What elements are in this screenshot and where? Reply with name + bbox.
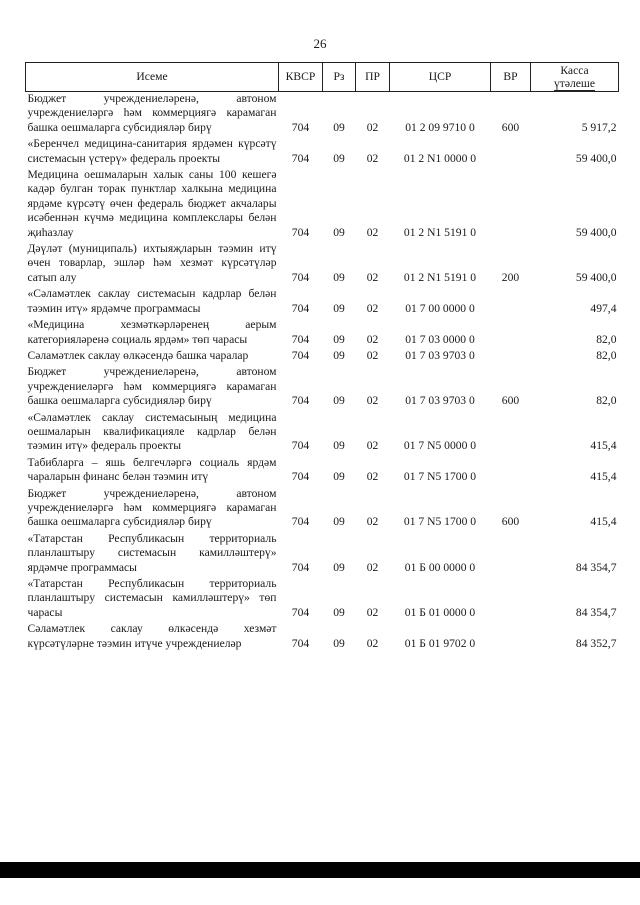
row-pr: 02 [366, 225, 379, 239]
budget-table [25, 62, 619, 653]
table-row [26, 137, 619, 168]
row-amount: 84 352,7 [575, 636, 617, 650]
header-name: Исеме [26, 63, 279, 92]
row-kvsr: 704 [291, 348, 310, 362]
row-rz: 09 [333, 394, 345, 408]
row-pr: 02 [366, 348, 379, 362]
row-rz: 09 [333, 605, 345, 619]
header-kassa [531, 63, 619, 92]
row-amount: 82,0 [596, 348, 617, 362]
row-amount: 82,0 [596, 332, 617, 346]
row-pr: 02 [366, 560, 379, 574]
row-kvsr: 704 [291, 151, 310, 165]
row-rz: 09 [333, 225, 345, 239]
row-vr [491, 137, 531, 168]
row-name: Табибларга – яшь белгечләргә социаль ярдәм чараларын финанс белән тәэмин итү [27, 455, 277, 484]
header-kassa-line1: Касса [560, 64, 589, 77]
row-kvsr: 704 [291, 225, 310, 239]
row-vr [491, 456, 531, 487]
table-row [26, 577, 619, 622]
row-kvsr: 704 [291, 394, 310, 408]
header-kassa-line2: үтәлеше [553, 77, 595, 90]
row-pr: 02 [366, 515, 379, 529]
row-vr: 600 [501, 394, 520, 408]
row-pr: 02 [366, 270, 379, 284]
row-csr: 01 Б 00 0000 0 [404, 560, 476, 574]
row-csr: 01 7 03 9703 0 [405, 394, 475, 408]
row-vr: 600 [501, 515, 520, 529]
row-csr: 01 7 N5 1700 0 [403, 470, 477, 484]
row-kvsr: 704 [291, 560, 310, 574]
row-rz: 09 [333, 515, 345, 529]
row-csr: 01 7 N5 1700 0 [403, 515, 477, 529]
row-kvsr: 704 [291, 270, 310, 284]
table-body [26, 92, 619, 654]
row-name: «Медицина хезмәткәрләренең аерым категорияләренә социаль ярдәм» төп чарасы [27, 318, 277, 346]
row-vr: 600 [501, 120, 520, 134]
row-kvsr: 704 [291, 605, 310, 619]
scan-edge-bar [0, 862, 640, 878]
row-amount: 497,4 [590, 301, 617, 315]
row-amount: 59 400,0 [575, 270, 617, 284]
table-row [26, 532, 619, 577]
table-header-row [26, 63, 619, 92]
table-row [26, 456, 619, 487]
row-amount: 5 917,2 [581, 120, 617, 134]
row-pr: 02 [366, 332, 379, 346]
row-rz: 09 [333, 270, 345, 284]
table-row [26, 318, 619, 349]
row-vr: 200 [501, 270, 520, 284]
row-amount: 59 400,0 [575, 225, 617, 239]
row-vr [491, 318, 531, 349]
row-kvsr: 704 [291, 439, 310, 453]
row-amount: 415,4 [590, 470, 617, 484]
row-amount: 415,4 [590, 515, 617, 529]
row-rz: 09 [333, 439, 345, 453]
row-csr: 01 Б 01 0000 0 [404, 605, 476, 619]
row-csr: 01 2 N1 0000 0 [403, 151, 477, 165]
row-name: Сәламәтлек саклау өлкәсендә башка чаралар [27, 348, 249, 362]
header-kvsr: КВСР [279, 63, 323, 92]
row-pr: 02 [366, 636, 379, 650]
row-amount: 415,4 [590, 439, 617, 453]
table-row [26, 622, 619, 653]
row-amount: 84 354,7 [575, 605, 617, 619]
header-vr: ВР [491, 63, 531, 92]
row-name: Бюджет учреждениеләренә, автоном учреждениеләргә һәм коммерциягә карамаган башка оешмаларга субсидияләр бирү [27, 92, 277, 134]
row-csr: 01 Б 01 9702 0 [404, 636, 476, 650]
row-amount: 59 400,0 [575, 151, 617, 165]
row-rz: 09 [333, 301, 345, 315]
row-csr: 01 7 N5 0000 0 [403, 439, 477, 453]
row-name: Дәүләт (муниципаль) ихтыяҗларын тәэмин итү өчен товарлар, эшләр һәм хезмәт күрсәтүләр сатып алу [27, 242, 277, 284]
row-rz: 09 [333, 151, 345, 165]
row-rz: 09 [333, 332, 345, 346]
row-vr [491, 287, 531, 318]
row-csr: 01 7 03 9703 0 [405, 348, 475, 362]
row-pr: 02 [366, 439, 379, 453]
table-row [26, 242, 619, 287]
row-name: «Сәламәтлек саклау системасының медицина оешмаларын квалификацияле кадрлар белән тәэмин итү» федераль проекты [27, 410, 277, 453]
row-name: «Татарстан Республикасын территориаль планлаштыру системасын камилләштерү» төп чарасы [27, 577, 277, 619]
row-kvsr: 704 [291, 515, 310, 529]
row-amount: 82,0 [596, 394, 617, 408]
row-name: Бюджет учреждениеләренә, автоном учреждениеләргә һәм коммерциягә карамаган башка оешмаларга субсидияләр бирү [27, 365, 277, 408]
row-name: «Беренчел медицина-санитария ярдәмен күрсәтү системасын үстерү» федераль проекты [27, 137, 277, 165]
row-csr: 01 7 03 0000 0 [405, 332, 475, 346]
header-rz: Рз [323, 63, 356, 92]
table-row [26, 168, 619, 242]
row-vr [491, 411, 531, 456]
row-csr: 01 2 N1 5191 0 [403, 270, 477, 284]
row-name: Бюджет учреждениеләренә, автоном учреждениеләргә һәм коммерциягә карамаган башка оешмаларга субсидияләр бирү [27, 486, 277, 529]
row-pr: 02 [366, 120, 379, 134]
row-csr: 01 2 09 9710 0 [405, 120, 475, 134]
row-csr: 01 7 00 0000 0 [405, 301, 475, 315]
row-csr: 01 2 N1 5191 0 [403, 225, 477, 239]
table-row [26, 92, 619, 138]
row-name: Сәламәтлек саклау өлкәсендә хезмәт күрсәтүләрне тәэмин итүче учреждениеләр [27, 622, 277, 650]
row-pr: 02 [366, 605, 379, 619]
row-vr [491, 349, 531, 365]
row-pr: 02 [366, 151, 379, 165]
row-kvsr: 704 [291, 301, 310, 315]
row-kvsr: 704 [291, 470, 310, 484]
page-number: 26 [313, 36, 327, 51]
row-vr [491, 577, 531, 622]
row-name: «Татарстан Республикасын территориаль планлаштыру системасын камилләштерү» ярдәмче программасы [27, 531, 277, 574]
table-row [26, 411, 619, 456]
row-kvsr: 704 [291, 636, 310, 650]
row-rz: 09 [333, 470, 345, 484]
table-row [26, 487, 619, 532]
table-row [26, 287, 619, 318]
row-rz: 09 [333, 560, 345, 574]
row-kvsr: 704 [291, 120, 310, 134]
row-name: «Сәламәтлек саклау системасын кадрлар белән тәэмин итү» ярдәмче программасы [27, 287, 277, 315]
row-rz: 09 [333, 348, 345, 362]
row-name: Медицина оешмаларын халык саны 100 кешегә кадәр булган торак пунктлар халкына медицина ярдәме күрсәтү өчен федераль бюджет акчалары исәбеннән күчмә медицина комплекслары белән җиһазлау [27, 168, 277, 239]
row-vr [491, 532, 531, 577]
row-kvsr: 704 [291, 332, 310, 346]
row-pr: 02 [366, 470, 379, 484]
table-row [26, 349, 619, 365]
table-row [26, 365, 619, 410]
row-vr [491, 168, 531, 242]
row-pr: 02 [366, 301, 379, 315]
row-amount: 84 354,7 [575, 560, 617, 574]
row-pr: 02 [366, 394, 379, 408]
header-pr: ПР [356, 63, 390, 92]
row-vr [491, 622, 531, 653]
row-rz: 09 [333, 636, 345, 650]
row-rz: 09 [333, 120, 345, 134]
header-csr: ЦСР [390, 63, 491, 92]
